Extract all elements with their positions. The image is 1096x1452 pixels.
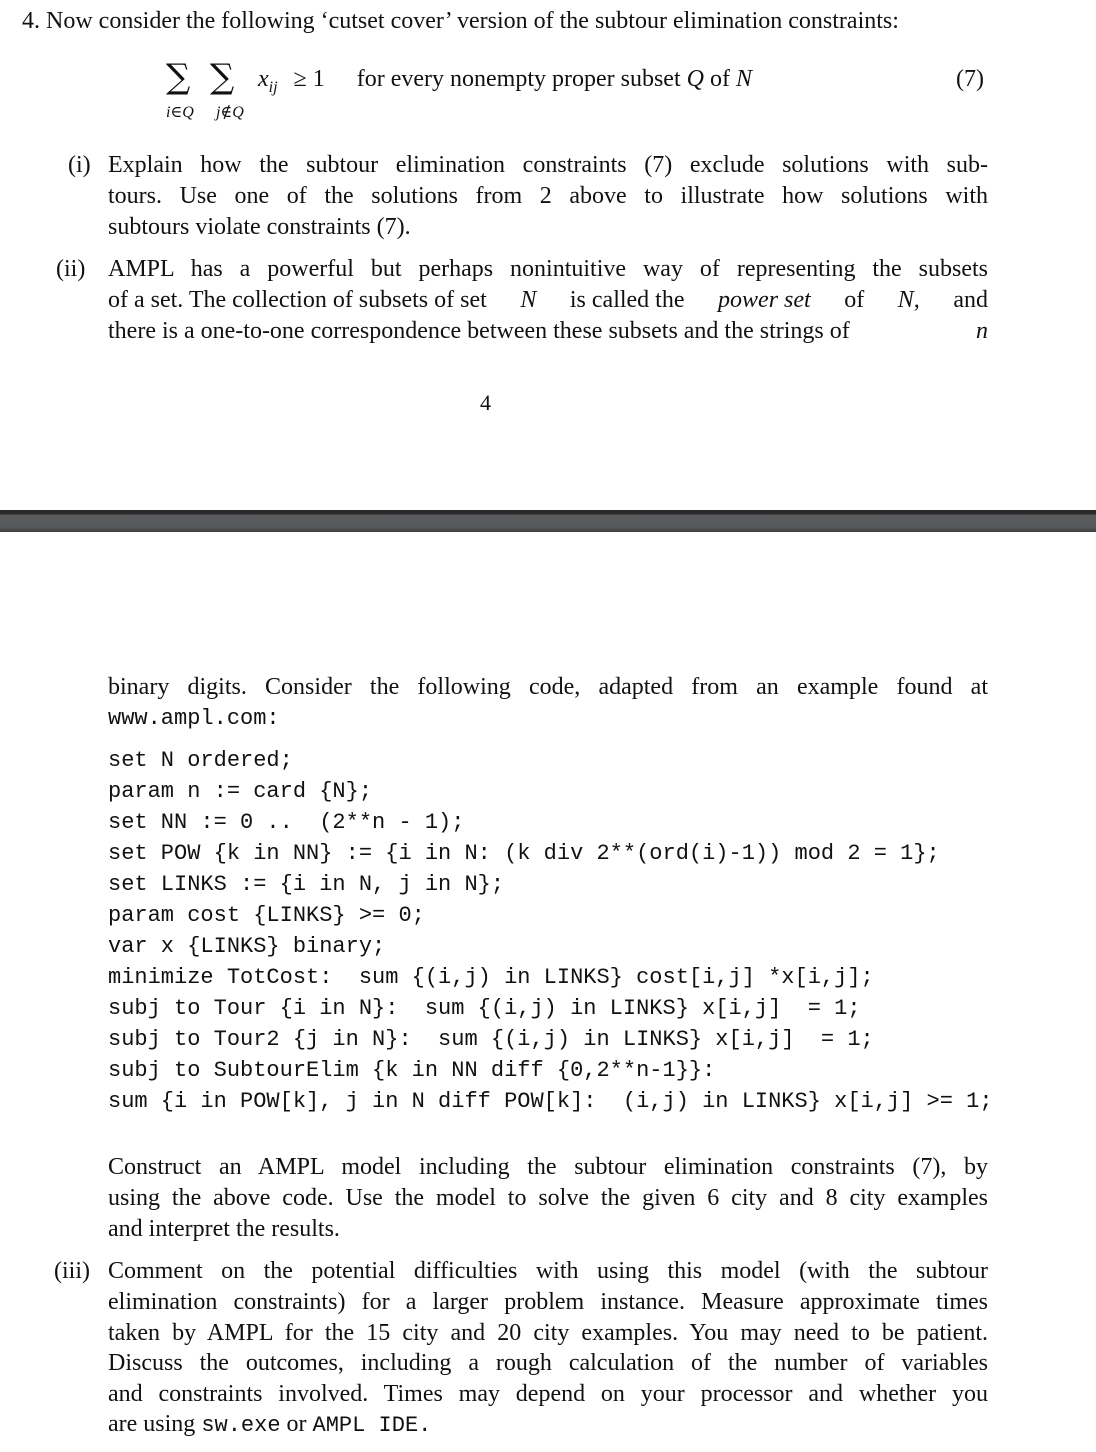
condition-of: of	[709, 66, 730, 92]
part-iii-line: Discuss the outcomes, including a rough calculation of the number of variables	[108, 1350, 988, 1376]
code-line: set LINKS := {i in N, j in N};	[108, 872, 505, 897]
construct-line: Construct an AMPL model including the subtour elimination constraints (7), by	[108, 1154, 988, 1180]
sum-index-2: j∉Q	[216, 104, 244, 121]
part-ii-line: AMPL has a powerful but perhaps nonintuitive way of representing the subsets	[108, 256, 988, 282]
page-divider	[0, 510, 1096, 532]
part-ii-text: and	[953, 287, 988, 313]
equation-condition: for every nonempty proper subset	[356, 66, 681, 92]
code-line: subj to Tour {i in N}: sum {(i,j) in LINKS} x[i,j] = 1;	[108, 996, 861, 1021]
code-line: subj to SubtourElim {k in NN diff {0,2**n-1}}:	[108, 1058, 716, 1083]
part-iii-label: (iii)	[54, 1258, 90, 1284]
equation-tag: (7)	[956, 66, 984, 92]
code-line: param cost {LINKS} >= 0;	[108, 903, 425, 928]
subset-q: Q	[686, 66, 704, 92]
sum-symbol-2: ∑	[210, 57, 235, 97]
construct-line: using the above code. Use the model to solve the given 6 city and 8 city examples	[108, 1185, 988, 1211]
part-ii-line	[108, 285, 988, 315]
code-line: set NN := 0 .. (2**n - 1);	[108, 810, 465, 835]
part-i-line: Explain how the subtour elimination constraints (7) exclude solutions with sub-	[108, 152, 988, 178]
construct-line: and interpret the results.	[108, 1216, 340, 1242]
question-header	[22, 6, 899, 36]
sw-exe-code: sw.exe	[201, 1413, 281, 1438]
equation-relation: ≥ 1	[293, 66, 325, 92]
set-n: N	[520, 287, 537, 313]
code-line: minimize TotCost: sum {(i,j) in LINKS} cost[i,j] *x[i,j];	[108, 965, 874, 990]
part-iii-line: elimination constraints) for a larger problem instance. Measure approximate times	[108, 1289, 988, 1315]
question-intro: Now consider the following ‘cutset cover’ version of the subtour elimination constraints:	[46, 8, 899, 34]
variable-x: x	[258, 66, 269, 92]
part-i-line: tours. Use one of the solutions from 2 above to illustrate how solutions with	[108, 183, 988, 209]
code-line: var x {LINKS} binary;	[108, 934, 386, 959]
part-i-label: (i)	[68, 152, 91, 178]
part-iii-text: are using	[108, 1411, 196, 1437]
part-iii-text: or	[286, 1411, 307, 1437]
part-iii-line: and constraints involved. Times may depend on your processor and whether you	[108, 1381, 988, 1407]
page-2	[0, 532, 1096, 1452]
page-number: 4	[480, 390, 491, 415]
code-line: set N ordered;	[108, 748, 293, 773]
code-line: sum {i in POW[k], j in N diff POW[k]: (i,j) in LINKS} x[i,j] >= 1;	[108, 1089, 993, 1114]
part-iii-line: Comment on the potential difficulties with using this model (with the subtour	[108, 1258, 988, 1284]
question-number: 4.	[22, 8, 40, 34]
part-ii-text: of	[844, 287, 865, 313]
part-i-line: subtours violate constraints (7).	[108, 214, 411, 240]
part-iii-last-line	[108, 1409, 431, 1441]
part-ii-line	[108, 316, 988, 346]
sum-index-1: i∈Q	[166, 104, 194, 121]
part-ii-text: there is a one-to-one correspondence between these subsets and the strings of	[108, 318, 850, 344]
code-line: subj to Tour2 {j in N}: sum {(i,j) in LINKS} x[i,j] = 1;	[108, 1027, 874, 1052]
part-ii-text: is called the	[569, 287, 685, 313]
set-n: N,	[897, 287, 920, 313]
part-ii-text: of a set. The collection of subsets of set	[108, 287, 487, 313]
code-line: set POW {k in NN} := {i in N: (k div 2**(ord(i)-1)) mod 2 = 1};	[108, 841, 940, 866]
part-ii-label: (ii)	[56, 256, 86, 282]
page-1	[0, 0, 1096, 510]
equation-body	[258, 64, 752, 97]
sum-symbol-1: ∑	[166, 57, 191, 97]
set-n: N	[735, 66, 752, 92]
ampl-ide-code: AMPL IDE.	[312, 1413, 432, 1438]
variable-subscript: ij	[268, 79, 278, 96]
continued-line: binary digits. Consider the following code, adapted from an example found at	[108, 674, 988, 700]
variable-n: n	[976, 318, 988, 344]
code-line: param n := card {N};	[108, 779, 373, 804]
ampl-url: www.ampl.com:	[108, 706, 280, 731]
power-set-term: power set	[718, 287, 811, 313]
part-iii-line: taken by AMPL for the 15 city and 20 city examples. You may need to be patient.	[108, 1320, 988, 1346]
